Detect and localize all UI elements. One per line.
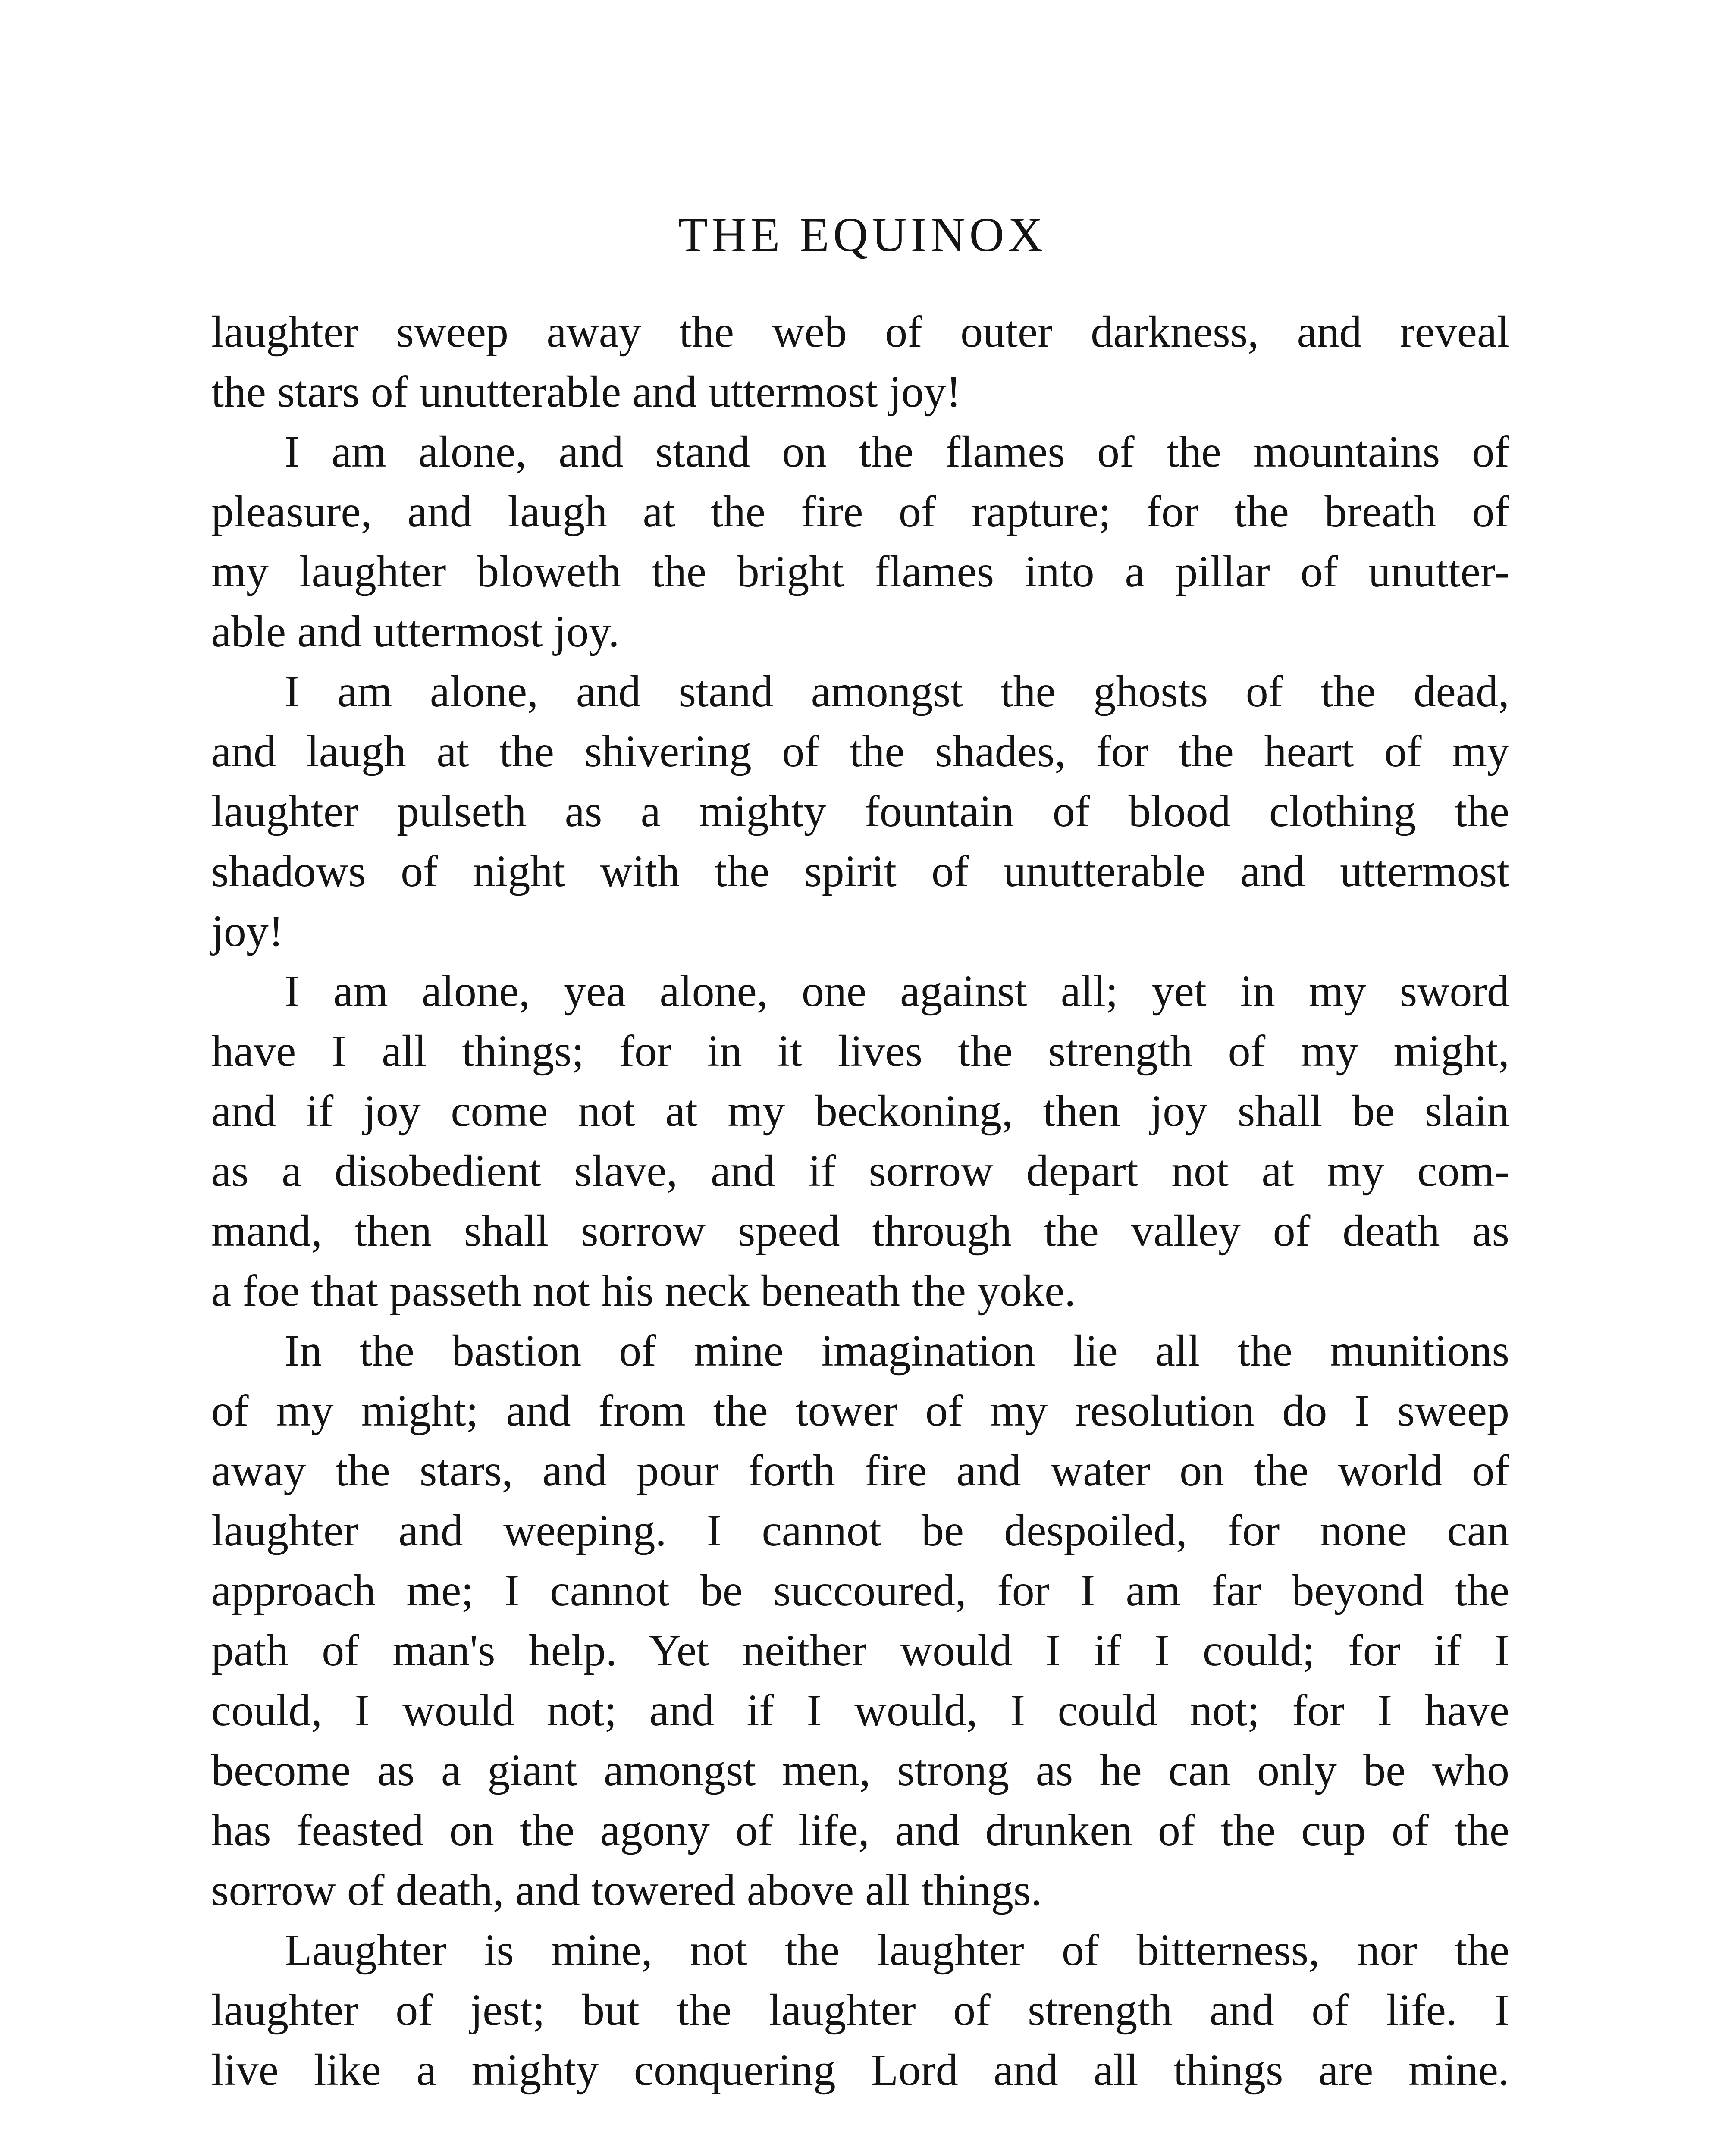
text-line: laughter pulseth as a mighty fountain of blood clothing the xyxy=(211,787,1509,836)
paragraph-first-line: I am alone, yea alone, one against all; yet in my sword xyxy=(285,966,1509,1016)
running-head: THE EQUINOX xyxy=(678,208,1047,262)
text-line: and laugh at the shivering of the shades, for the heart of my xyxy=(211,727,1509,776)
paragraph-first-line: I am alone, and stand on the flames of the mountains of xyxy=(285,427,1509,476)
text-line: path of man's help. Yet neither would I if I could; for if I xyxy=(211,1626,1509,1675)
text-line: has feasted on the agony of life, and drunken of the cup of the xyxy=(211,1805,1509,1855)
text-line: the stars of unutterable and uttermost joy! xyxy=(211,367,961,417)
text-line: approach me; I cannot be succoured, for I am far beyond the xyxy=(211,1566,1509,1615)
text-line: become as a giant amongst men, strong as he can only be who xyxy=(211,1745,1509,1795)
text-line: laughter sweep away the web of outer darkness, and reveal xyxy=(211,307,1509,357)
text-line: as a disobedient slave, and if sorrow depart not at my com- xyxy=(211,1146,1509,1196)
text-line: of my might; and from the tower of my resolution do I sweep xyxy=(211,1386,1509,1435)
text-line: live like a mighty conquering Lord and all things are mine. xyxy=(211,2045,1509,2095)
text-line: and if joy come not at my beckoning, then joy shall be slain xyxy=(211,1086,1509,1136)
text-line: pleasure, and laugh at the fire of rapture; for the breath of xyxy=(211,487,1509,536)
text-line: my laughter bloweth the bright flames into a pillar of unutter- xyxy=(211,547,1509,596)
text-line: a foe that passeth not his neck beneath the yoke. xyxy=(211,1266,1076,1316)
text-line: shadows of night with the spirit of unutterable and uttermost xyxy=(211,846,1509,896)
text-line: joy! xyxy=(211,906,284,956)
text-line: mand, then shall sorrow speed through the valley of death as xyxy=(211,1206,1509,1256)
text-line: have I all things; for in it lives the strength of my might, xyxy=(211,1026,1509,1076)
text-line: sorrow of death, and towered above all things. xyxy=(211,1865,1042,1915)
body-text xyxy=(211,302,1509,2100)
text-line: away the stars, and pour forth fire and water on the world of xyxy=(211,1446,1509,1495)
text-line: able and uttermost joy. xyxy=(211,607,620,656)
text-line: laughter and weeping. I cannot be despoiled, for none can xyxy=(211,1506,1509,1555)
paragraph-first-line: I am alone, and stand amongst the ghosts of the dead, xyxy=(285,667,1509,716)
paragraph-first-line: In the bastion of mine imagination lie all the munitions xyxy=(285,1326,1509,1376)
text-line: could, I would not; and if I would, I could not; for I have xyxy=(211,1686,1509,1735)
text-line: laughter of jest; but the laughter of strength and of life. I xyxy=(211,1985,1509,2035)
paragraph-first-line: Laughter is mine, not the laughter of bitterness, nor the xyxy=(285,1925,1509,1975)
